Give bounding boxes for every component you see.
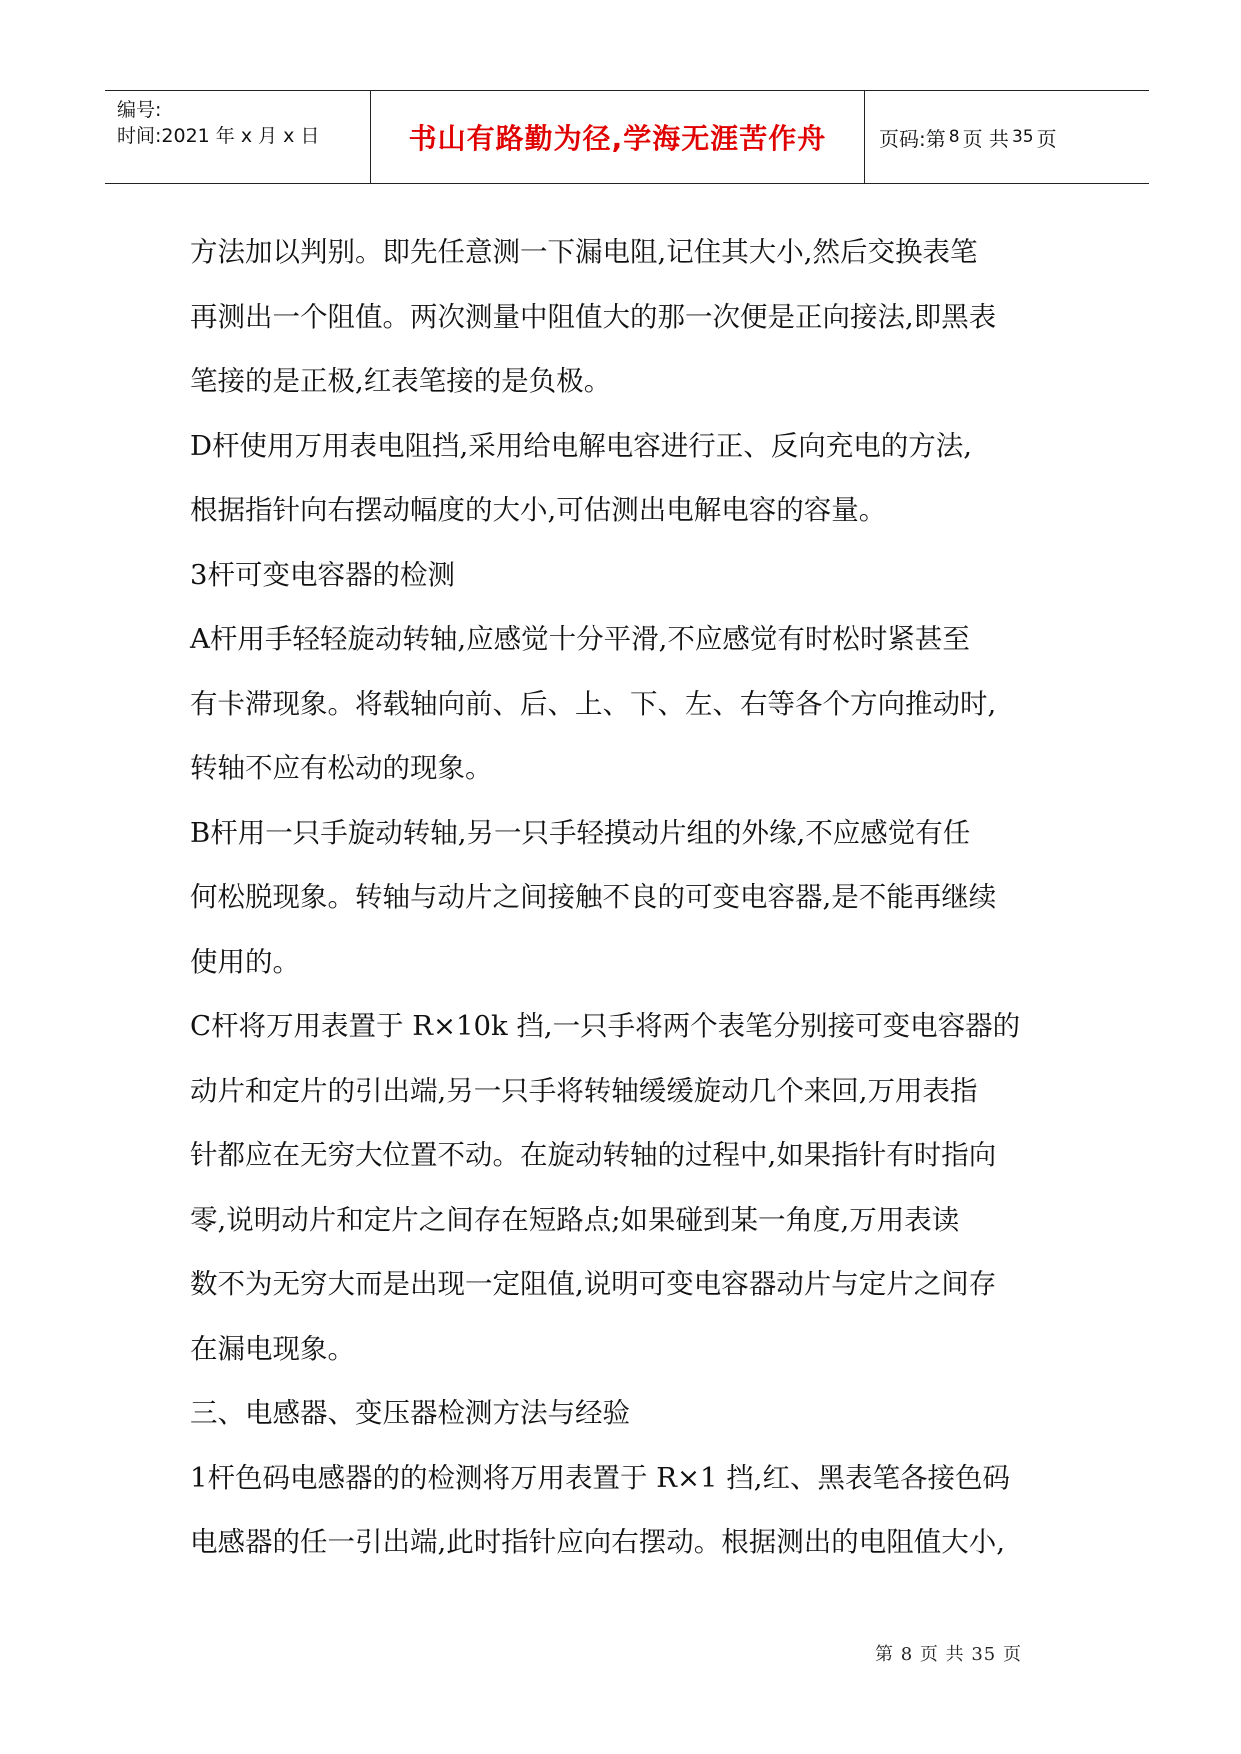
page-mid: 页 共 <box>962 126 1009 151</box>
serial-label: 编号: <box>117 99 162 121</box>
page-header <box>105 90 1149 184</box>
body-line: 数不为无穷大而是出现一定阻值,说明可变电容器动片与定片之间存 <box>190 1268 997 1300</box>
body-line: 零,说明动片和定片之间存在短路点;如果碰到某一角度,万用表读 <box>190 1203 960 1236</box>
time-label: 时间:2021 年 x 月 x 日 <box>117 125 320 147</box>
body-line: 使用的。 <box>190 945 300 978</box>
section-heading: 三、电感器、变压器检测方法与经验 <box>190 1397 630 1429</box>
body-line: 针都应在无穷大位置不动。在旋动转轴的过程中,如果指针有时指向 <box>190 1139 997 1171</box>
body-line: D杆使用万用表电阻挡,采用给电解电容进行正、反向充电的方法, <box>190 429 973 462</box>
body-line: 动片和定片的引出端,另一只手将转轴缓缓旋动几个来回,万用表指 <box>190 1074 978 1107</box>
body-line: 1杆色码电感器的的检测将万用表置于 R×1 挡,红、黑表笔各接色码 <box>190 1461 1010 1494</box>
header-meta <box>105 91 371 183</box>
body-line: 电感器的任一引出端,此时指针应向右摆动。根据测出的电阻值大小, <box>190 1526 1005 1558</box>
body-line: 再测出一个阻值。两次测量中阻值大的那一次便是正向接法,即黑表 <box>190 300 997 333</box>
section-heading: 3杆可变电容器的检测 <box>190 558 455 591</box>
body-line: 转轴不应有松动的现象。 <box>190 752 493 784</box>
body-line: 笔接的是正极,红表笔接的是负极。 <box>190 365 612 397</box>
page-suffix: 页 <box>1036 126 1057 151</box>
page-total: 35 <box>1011 127 1034 147</box>
body-line: 有卡滞现象。将载轴向前、后、上、下、左、右等各个方向推动时, <box>190 687 997 720</box>
body-line: 方法加以判别。即先任意测一下漏电阻,记住其大小,然后交换表笔 <box>190 236 978 268</box>
page-prefix: 页码:第 <box>879 126 946 151</box>
body-line: B杆用一只手旋动转轴,另一只手轻摸动片组的外缘,不应感觉有任 <box>190 816 971 849</box>
header-slogan: 书山有路勤为径,学海无涯苦作舟 <box>371 91 865 183</box>
body-line: 何松脱现象。转轴与动片之间接触不良的可变电容器,是不能再继续 <box>190 881 997 913</box>
body-line: C杆将万用表置于 R×10k 挡,一只手将两个表笔分别接可变电容器的 <box>190 1010 1021 1042</box>
document-body <box>190 220 1070 1575</box>
body-line: A杆用手轻轻旋动转轴,应感觉十分平滑,不应感觉有时松时紧甚至 <box>190 623 970 655</box>
body-line: 在漏电现象。 <box>190 1332 355 1365</box>
page-footer: 第 8 页 共 35 页 <box>875 1644 1022 1665</box>
page-current: 8 <box>948 127 960 147</box>
body-line: 根据指针向右摆动幅度的大小,可估测出电解电容的容量。 <box>190 494 887 526</box>
header-page-number <box>865 91 1149 183</box>
